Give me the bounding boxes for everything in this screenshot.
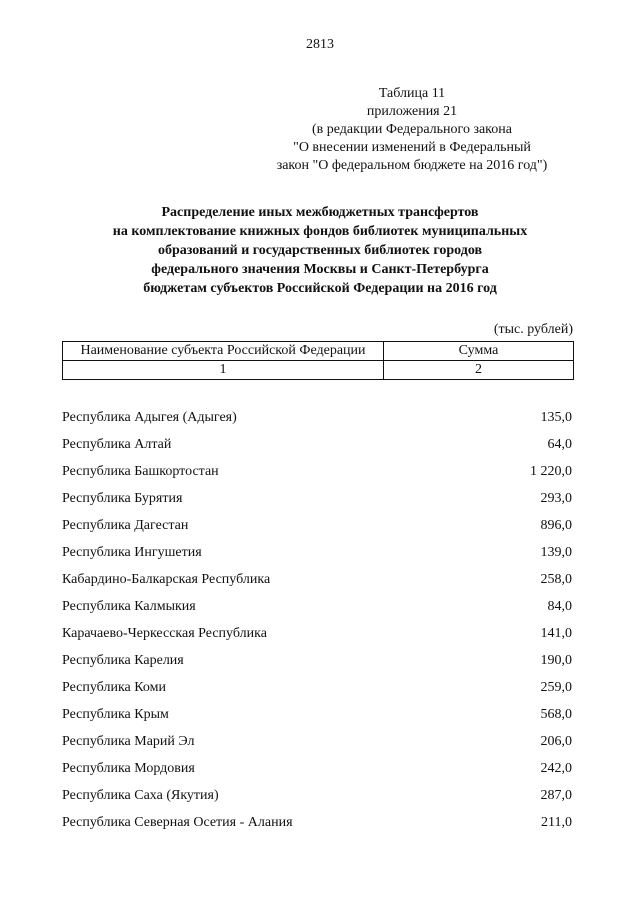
table-row <box>62 782 572 809</box>
table-header <box>62 341 574 380</box>
column-headers-row <box>63 342 574 361</box>
table-row <box>62 809 572 836</box>
subject-name: Республика Ингушетия <box>62 545 202 560</box>
subject-name: Республика Бурятия <box>62 491 183 506</box>
table-row <box>62 647 572 674</box>
title-line: образований и государственных библиотек городов <box>157 243 483 258</box>
table-row <box>62 728 572 755</box>
subject-name: Республика Мордовия <box>62 761 195 776</box>
amount-value: 568,0 <box>540 707 572 722</box>
amount-value: 1 220,0 <box>530 464 572 479</box>
header-line: приложения 21 <box>366 104 458 119</box>
subject-name: Республика Калмыкия <box>62 599 196 614</box>
subject-name: Республика Крым <box>62 707 169 722</box>
subject-name: Республика Карелия <box>62 653 184 668</box>
amount-value: 190,0 <box>540 653 572 668</box>
amount-value: 259,0 <box>540 680 572 695</box>
subject-name: Республика Адыгея (Адыгея) <box>62 410 237 425</box>
subject-name: Республика Алтай <box>62 437 172 452</box>
amount-value: 139,0 <box>540 545 572 560</box>
table-row <box>62 674 572 701</box>
amount-value: 258,0 <box>540 572 572 587</box>
amount-value: 211,0 <box>541 815 572 830</box>
table-row <box>62 755 572 782</box>
table-row <box>62 485 572 512</box>
subject-name: Республика Коми <box>62 680 166 695</box>
header-line: "О внесении изменений в Федеральный <box>293 140 531 155</box>
table-row <box>62 539 572 566</box>
subject-name: Республика Северная Осетия - Алания <box>62 815 293 830</box>
amount-value: 293,0 <box>540 491 572 506</box>
column-header-amount: Сумма <box>384 342 574 361</box>
column-numbers-row <box>63 361 574 380</box>
units-label: (тыс. рублей) <box>493 322 573 337</box>
amount-value: 84,0 <box>547 599 572 614</box>
table-row <box>62 620 572 647</box>
table-row <box>62 404 572 431</box>
amount-value: 242,0 <box>540 761 572 776</box>
header-line: (в редакции Федерального закона <box>312 122 512 137</box>
title-line: Распределение иных межбюджетных трансфертов <box>161 205 479 220</box>
subject-name: Республика Дагестан <box>62 518 189 533</box>
header-line: закон "О федеральном бюджете на 2016 год") <box>276 158 548 173</box>
document-title <box>60 203 580 298</box>
title-line: на комплектование книжных фондов библиотек муниципальных <box>112 224 528 239</box>
amount-value: 141,0 <box>540 626 572 641</box>
table-body <box>62 404 572 836</box>
subject-name: Республика Марий Эл <box>62 734 195 749</box>
column-header-name: Наименование субъекта Российской Федерации <box>63 342 384 361</box>
table-row <box>62 566 572 593</box>
amount-value: 64,0 <box>547 437 572 452</box>
table-reference-header <box>262 85 562 175</box>
subject-name: Кабардино-Балкарская Республика <box>62 572 271 587</box>
page-number: 2813 <box>306 37 334 52</box>
subject-name: Республика Саха (Якутия) <box>62 788 219 803</box>
table-row <box>62 701 572 728</box>
amount-value: 287,0 <box>540 788 572 803</box>
title-line: федерального значения Москвы и Санкт-Петербурга <box>151 262 489 277</box>
header-line: Таблица 11 <box>378 86 446 101</box>
amount-value: 206,0 <box>540 734 572 749</box>
table-row <box>62 593 572 620</box>
column-number-2: 2 <box>384 361 574 380</box>
table-row <box>62 458 572 485</box>
subject-name: Республика Башкортостан <box>62 464 219 479</box>
column-number-1: 1 <box>63 361 384 380</box>
amount-value: 896,0 <box>540 518 572 533</box>
subject-name: Карачаево-Черкесская Республика <box>62 626 267 641</box>
title-line: бюджетам субъектов Российской Федерации на 2016 год <box>143 281 497 296</box>
table-row <box>62 512 572 539</box>
table-row <box>62 431 572 458</box>
amount-value: 135,0 <box>540 410 572 425</box>
